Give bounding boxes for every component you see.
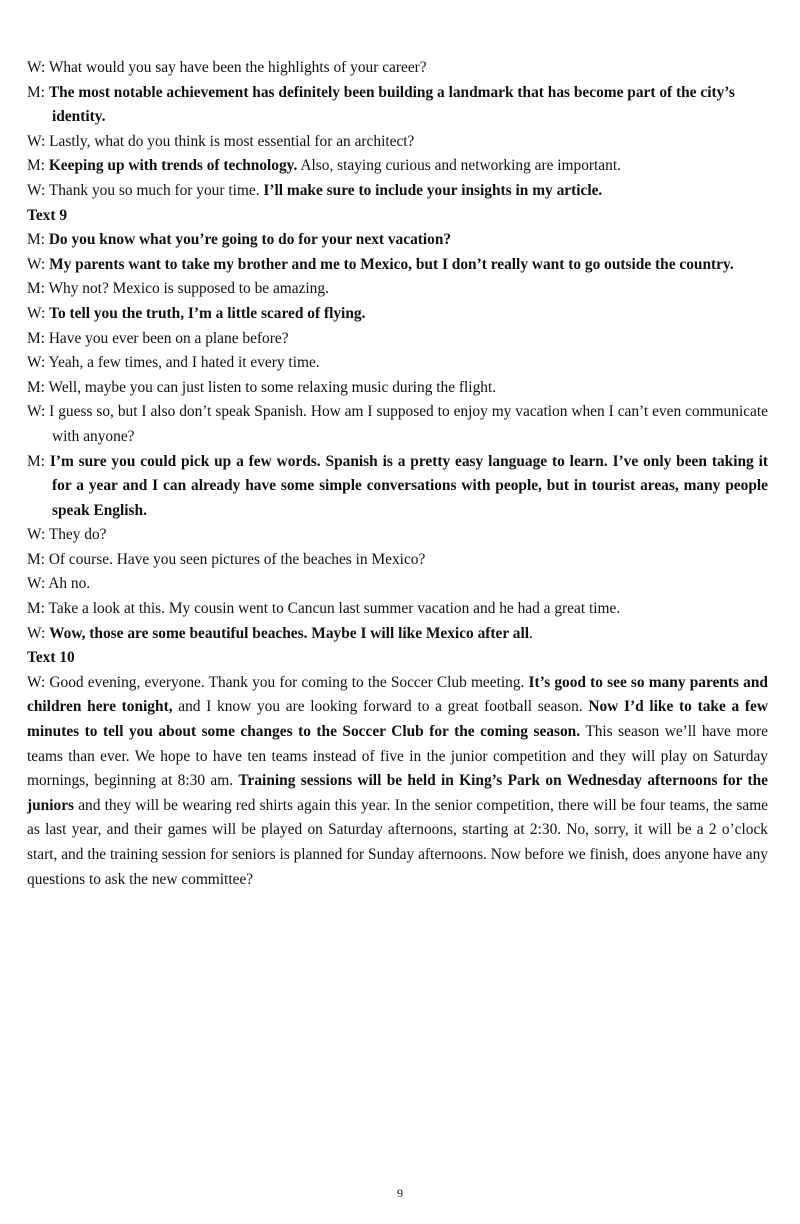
- plain-text: Also, staying curious and networking are important.: [297, 157, 621, 175]
- highlighted-text: My parents want to take my brother and me to Mexico, but I don’t really want to go outside the country.: [49, 255, 734, 273]
- speaker-label: M:: [27, 600, 49, 618]
- plain-text: Lastly, what do you think is most essential for an architect?: [49, 132, 415, 150]
- highlighted-text: I’m sure you could pick up a few words. Spanish is a pretty easy language to learn. I’ve only been taking it for a year and I can already have some simple conversations with people, but in tourist areas, many people speak English.: [49, 452, 768, 519]
- speaker-label: W:: [27, 59, 49, 76]
- dialogue-line: [27, 228, 768, 253]
- dialogue-line: [27, 277, 768, 302]
- monologue-paragraph: [27, 671, 768, 892]
- speaker-label: W:: [27, 673, 50, 691]
- plain-text: Of course. Have you seen pictures of the beaches in Mexico?: [48, 550, 426, 568]
- page-number: 9: [397, 1186, 403, 1200]
- plain-text: I guess so, but I also don’t speak Spanish. How am I supposed to enjoy my vacation when I can’t even communicate with anyone?: [49, 403, 768, 445]
- speaker-label: M:: [27, 378, 49, 396]
- dialogue-line: [27, 351, 768, 376]
- speaker-label: M:: [27, 280, 49, 298]
- dialogue-line: [27, 597, 768, 622]
- plain-text: They do?: [48, 526, 107, 544]
- speaker-label: M:: [27, 452, 50, 470]
- speaker-label: W:: [27, 304, 50, 322]
- dialogue-line: [27, 302, 768, 327]
- dialogue-line: [27, 376, 768, 401]
- highlighted-text: It’s good to see so many parents and children here tonight,: [27, 673, 768, 716]
- plain-text: Well, maybe you can just listen to some relaxing music during the flight.: [48, 378, 497, 396]
- speaker-label: W:: [27, 255, 50, 273]
- speaker-label: W:: [27, 181, 49, 199]
- highlighted-text: Now I’d like to take a few minutes to tell you about some changes to the Soccer Club for the coming season.: [27, 698, 768, 741]
- plain-text: This season we’ll have more teams than ever. We hope to have ten teams instead of five in the junior competition and they will play on Saturday mornings, beginning at 8:30 am.: [27, 723, 769, 790]
- dialogue-line: [27, 81, 768, 130]
- plain-text: What would you say have been the highlights of your career?: [48, 59, 427, 76]
- speaker-label: M:: [27, 329, 49, 347]
- dialogue-line: [27, 179, 768, 204]
- plain-text: Why not? Mexico is supposed to be amazing.: [48, 280, 329, 298]
- plain-text: Take a look at this. My cousin went to Cancun last summer vacation and he had a great time.: [48, 600, 621, 618]
- speaker-label: M:: [27, 550, 49, 568]
- dialogue-line: [27, 450, 768, 524]
- highlighted-text: Training sessions will be held in King’s Park on Wednesday afternoons for the juniors: [27, 772, 769, 814]
- plain-text: and they will be wearing red shirts again this year. In the senior competition, there will be four teams, the same as last year, and their games will be played on Saturday afternoons, starting at 2:30. No, sorry, it will be a 2 o’clock start, and the training session for seniors is planned for Sunday afternoons. Now before we finish, does anyone have any questions to ask the new committee?: [27, 796, 768, 888]
- speaker-label: W:: [27, 132, 50, 150]
- dialogue-line: [27, 56, 768, 81]
- highlighted-text: To tell you the truth, I’m a little scared of flying.: [49, 304, 366, 322]
- speaker-label: W:: [27, 575, 49, 593]
- highlighted-text: Wow, those are some beautiful beaches. Maybe I will like Mexico after all: [49, 624, 529, 642]
- speaker-label: M:: [27, 83, 49, 101]
- highlighted-text: Keeping up with trends of technology.: [48, 157, 298, 175]
- speaker-label: M:: [27, 231, 49, 249]
- plain-text: Have you ever been on a plane before?: [48, 329, 289, 347]
- plain-text: Yeah, a few times, and I hated it every time.: [48, 354, 320, 372]
- section-heading: Text 10: [27, 649, 75, 667]
- dialogue-line: [27, 622, 768, 647]
- speaker-label: W:: [27, 354, 49, 372]
- speaker-label: W:: [27, 624, 50, 642]
- dialogue-line: [27, 400, 768, 449]
- dialogue-line: [27, 130, 768, 155]
- section-heading: Text 9: [27, 206, 68, 224]
- dialogue-line: [27, 572, 768, 597]
- speaker-label: W:: [27, 403, 50, 421]
- dialogue-line: [27, 154, 768, 179]
- transcript-body: [27, 56, 768, 892]
- plain-text: and I know you are looking forward to a great football season.: [172, 698, 589, 716]
- plain-text: .: [529, 624, 533, 642]
- dialogue-line: [27, 548, 768, 573]
- highlighted-text: Do you know what you’re going to do for your next vacation?: [48, 231, 452, 249]
- speaker-label: W:: [27, 526, 49, 544]
- plain-text: Ah no.: [48, 575, 91, 593]
- dialogue-line: [27, 327, 768, 352]
- dialogue-line: [27, 253, 768, 278]
- speaker-label: M:: [27, 157, 49, 175]
- plain-text: Thank you so much for your time.: [48, 181, 264, 199]
- highlighted-text: I’ll make sure to include your insights in my article.: [263, 181, 603, 199]
- plain-text: Good evening, everyone. Thank you for coming to the Soccer Club meeting.: [49, 673, 529, 691]
- highlighted-text: The most notable achievement has definitely been building a landmark that has become part of the city’s identity.: [48, 83, 735, 126]
- dialogue-line: [27, 523, 768, 548]
